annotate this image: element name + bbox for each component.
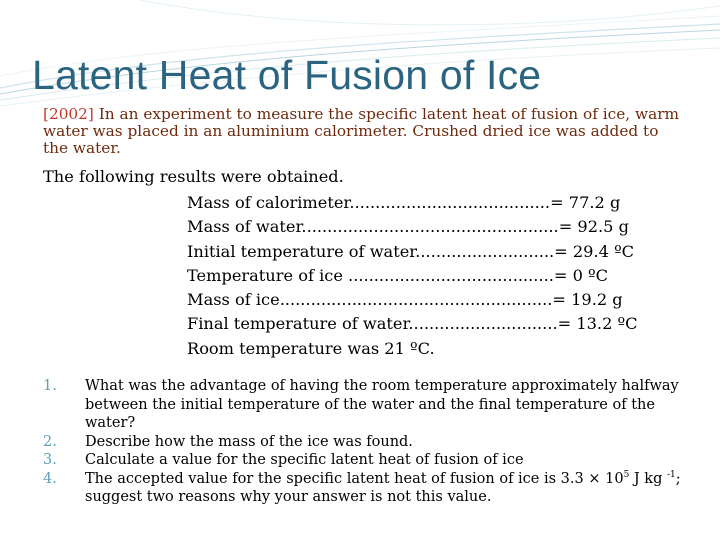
question-text: Describe how the mass of the ice was found.: [85, 433, 413, 450]
page-title: Latent Heat of Fusion of Ice: [32, 52, 542, 98]
result-item: Room temperature was 21 ºC.: [187, 338, 435, 358]
question-number: 3.: [43, 452, 57, 468]
exponent: -1: [667, 469, 676, 480]
result-item: Mass of ice.....................................................= 19.2 g: [187, 290, 623, 310]
result-item: Final temperature of water.............................= 13.2 ºC: [187, 314, 638, 334]
question-item: [43, 377, 693, 433]
question-text: Calculate a value for the specific latent heat of fusion of ice: [85, 452, 524, 468]
exponent: 5: [623, 469, 630, 480]
result-item: Mass of water..................................................= 92.5 g: [187, 217, 629, 237]
results-list: [187, 191, 638, 361]
question-item: [43, 433, 693, 452]
results-lead: The following results were obtained.: [43, 167, 344, 186]
intro-text: In an experiment to measure the specific latent heat of fusion of ice, warm water was placed in an aluminium calorimeter. Crushed dried ice was added to the water.: [43, 105, 680, 157]
question-item: [43, 451, 693, 470]
questions-list: [43, 377, 693, 507]
year-tag: [2002]: [43, 105, 94, 123]
result-item: Initial temperature of water...........................= 29.4 ºC: [187, 241, 635, 261]
result-item: Temperature of ice ........................................= 0 ºC: [187, 265, 609, 285]
result-item: Mass of calorimeter.......................................= 77.2 g: [187, 193, 621, 212]
intro-paragraph: [43, 106, 683, 157]
question-text-part: J kg: [629, 470, 667, 487]
question-text: What was the advantage of having the room temperature approximately halfway between the initial temperature of the water and the final temperature of the water?: [85, 378, 679, 431]
question-number: 4.: [43, 470, 57, 487]
question-number: 2.: [43, 433, 57, 450]
question-text-part: The accepted value for the specific latent heat of fusion of ice is 3.3 × 10: [85, 470, 624, 487]
question-item: [43, 470, 693, 507]
question-text-part: ; suggest two reasons why your answer is not this value.: [85, 470, 681, 505]
question-number: 1.: [43, 378, 57, 394]
